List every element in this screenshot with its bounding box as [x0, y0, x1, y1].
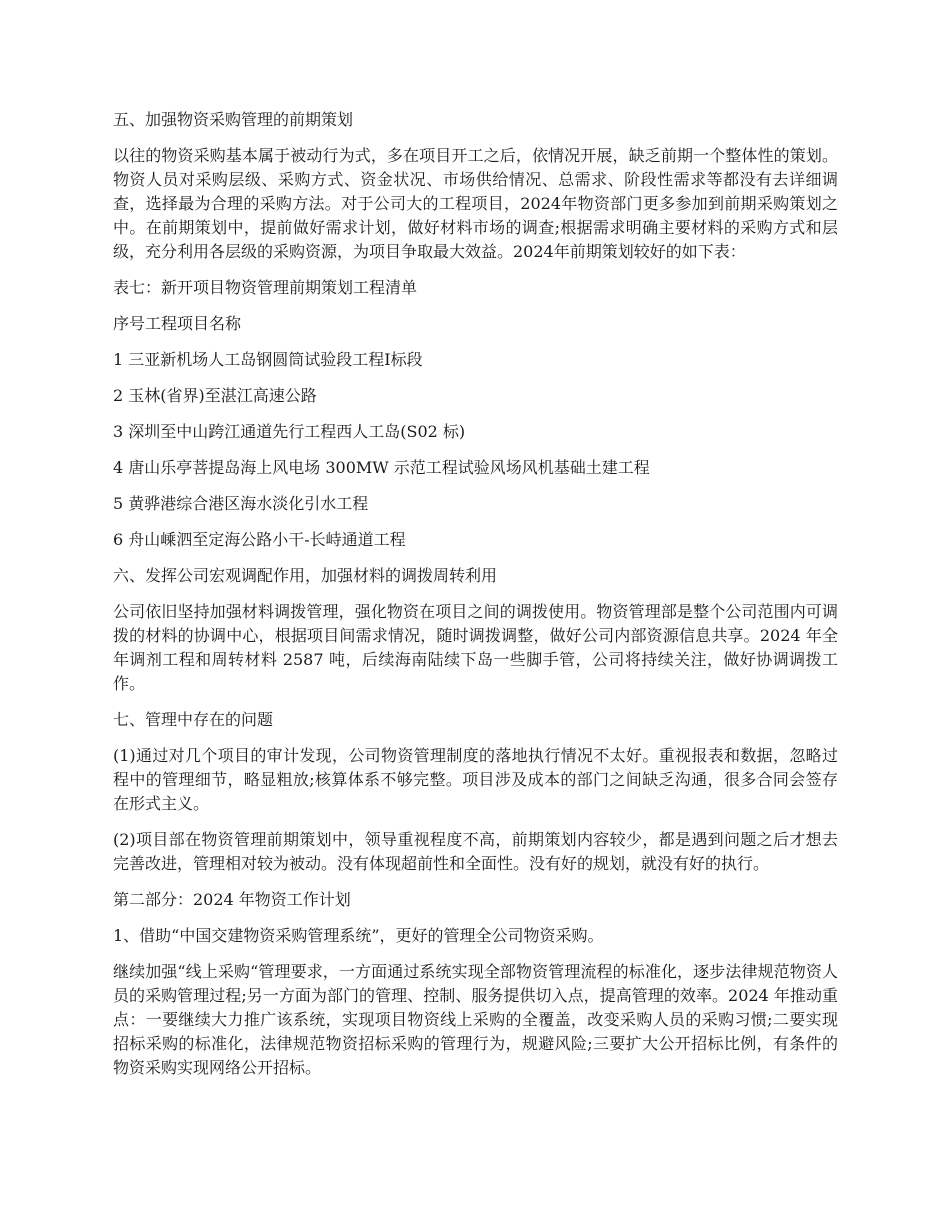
table-row-4: 4 唐山乐亭菩提岛海上风电场 300MW 示范工程试验风场风机基础土建工程 — [113, 458, 650, 477]
plan-1-paragraph: 继续加强“线上采购“管理要求，一方面通过系统实现全部物资管理流程的标准化，逐步法律规范物资人员的采购管理过程;另一方面为部门的管理、控制、服务提供切入点，提高管理的效率。2024 年推动重点：一要继续大力推广该系统，实现项目物资线上采购的全覆盖，改变采购人员的采购习惯;二要实现招标采购的标准化，法律规范物资招标采购的管理行为，规避风险;三要扩大公开招标比例，有条件的物资采购实现网络公开招标。 — [113, 962, 838, 1077]
table-header-row: 序号工程项目名称 — [113, 314, 242, 333]
document-body — [113, 108, 838, 1092]
issue-1-paragraph: (1)通过对几个项目的审计发现，公司物资管理制度的落地执行情况不太好。重视报表和数据，忽略过程中的管理细节，略显粗放;核算体系不够完整。项目涉及成本的部门之间缺乏沟通，很多合同会签存在形式主义。 — [113, 746, 838, 813]
table-row-2: 2 玉林(省界)至湛江高速公路 — [113, 386, 317, 405]
table-7-caption: 表七：新开项目物资管理前期策划工程清单 — [113, 278, 418, 297]
section-5-paragraph: 以往的物资采购基本属于被动行为式，多在项目开工之后，依情况开展，缺乏前期一个整体性的策划。物资人员对采购层级、采购方式、资金状况、市场供给情况、总需求、阶段性需求等都没有去详细调查，选择最为合理的采购方法。对于公司大的工程项目，2024年物资部门更多参加到前期采购策划之中。在前期策划中，提前做好需求计划，做好材料市场的调查;根据需求明确主要材料的采购方式和层级，充分利用各层级的采购资源，为项目争取最大效益。2024年前期策划较好的如下表： — [113, 146, 838, 261]
table-row-6: 6 舟山嵊泗至定海公路小干-长峙通道工程 — [113, 530, 406, 549]
table-row-3: 3 深圳至中山跨江通道先行工程西人工岛(S02 标) — [113, 422, 466, 441]
table-row-1: 1 三亚新机场人工岛钢圆筒试验段工程Ⅰ标段 — [113, 350, 423, 369]
section-6-heading: 六、发挥公司宏观调配作用，加强材料的调拨周转利用 — [113, 566, 498, 585]
section-5-heading: 五、加强物资采购管理的前期策划 — [113, 110, 354, 129]
plan-1-heading: 1、借助“中国交建物资采购管理系统”，更好的管理全公司物资采购。 — [113, 926, 604, 945]
section-6-paragraph: 公司依旧坚持加强材料调拨管理，强化物资在项目之间的调拨使用。物资管理部是整个公司范围内可调拨的材料的协调中心，根据项目间需求情况，随时调拨调整，做好公司内部资源信息共享。2024 年全年调剂工程和周转材料 2587 吨，后续海南陆续下岛一些脚手管，公司将持续关注，做好协调调拨工作。 — [113, 602, 838, 693]
table-row-5: 5 黄骅港综合港区海水淡化引水工程 — [113, 494, 369, 513]
section-7-heading: 七、管理中存在的问题 — [113, 710, 274, 729]
part-2-heading: 第二部分：2024 年物资工作计划 — [113, 890, 351, 909]
issue-2-paragraph: (2)项目部在物资管理前期策划中，领导重视程度不高，前期策划内容较少，都是遇到问题之后才想去完善改进，管理相对较为被动。没有体现超前性和全面性。没有好的规划，就没有好的执行。 — [113, 830, 838, 873]
